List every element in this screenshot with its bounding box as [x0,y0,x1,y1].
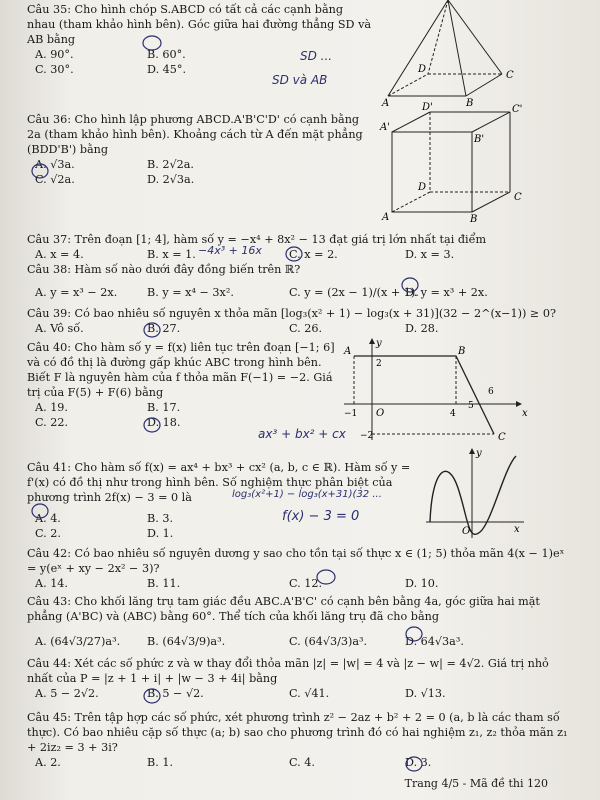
label-c: C [506,70,514,81]
option-b[interactable]: B. 11. [147,577,181,590]
option-d[interactable]: D. 64√3a³. [405,635,464,648]
label-d-prime: D' [422,102,433,113]
option-a[interactable]: A. 90°. [35,48,74,61]
option-c[interactable]: C. 30°. [35,63,74,76]
label-origin: O [462,526,471,537]
option-c[interactable]: C. √41. [289,687,330,700]
option-b[interactable]: B. 5 − √2. [147,687,204,700]
mark-circle-43 [406,627,422,641]
question-45-text: Câu 45: Trên tập hợp các số phức, xét phương trình z² − 2az + b² + 2 = 0 (a, b là các tham số thực). Có bao nhiêu cặp số thực (a; b) sao cho phương trình đó có hai nghiệm z₁, z₂ thỏa mãn z₁ + 2iz₂ = 3 + 3i? [27,711,568,754]
option-a[interactable]: A. 2. [35,756,61,769]
tick-2: 2 [376,359,382,369]
label-d: D [418,64,427,75]
handwritten-note-37: −4x³ + 16x [198,244,262,257]
option-c[interactable]: C. 4. [289,756,315,769]
axis-x-label: x [514,524,520,535]
label-b: B [466,98,474,109]
question-37-text: Câu 37: Trên đoạn [1; 4], hàm số y = −x⁴ + 8x² − 13 đạt giá trị lớn nhất tại điểm [27,233,487,246]
mark-circle-38 [402,278,418,292]
option-d[interactable]: D. 45°. [147,63,187,76]
tick-minus-2: −2 [360,431,374,441]
option-b[interactable]: B. (64√3/9)a³. [147,635,226,648]
page-footer: Trang 4/5 - Mã đề thi 120 [404,777,548,791]
mark-circle-39 [144,323,160,337]
mark-circle-45 [406,757,422,771]
option-a[interactable]: A. 4. [35,512,61,525]
option-c[interactable]: C. y = (2x − 1)/(x + 1). [289,286,419,299]
mark-circle-37 [286,247,302,261]
option-c[interactable]: C. 26. [289,322,323,335]
question-39-text: Câu 39: Có bao nhiêu số nguyên x thỏa mãn [log₃(x² + 1) − log₃(x + 31)](32 − 2^(x−1)) ≥ 0? [27,307,556,320]
tick-4: 4 [450,409,456,419]
handwritten-note-41a: log₃(x²+1) − log₃(x+31)(32 ... [232,489,382,500]
option-a[interactable]: A. 5 − 2√2. [35,687,99,700]
axis-y-label: y [376,338,382,349]
question-35-text: Câu 35: Cho hình chóp S.ABCD có tất cả các cạnh bằng nhau (tham khảo hình bên). Góc giữa hai đường thẳng SD và AB bằng [27,3,372,46]
option-d[interactable]: D. 3. [405,756,432,769]
handwritten-note-35b: SD và AB [272,73,328,87]
label-b: B [458,346,466,357]
option-b[interactable]: B. x = 1. [147,248,196,261]
option-b[interactable]: B. 3. [147,512,174,525]
option-d[interactable]: D. y = x³ + 2x. [405,286,488,299]
option-a[interactable]: A. y = x³ − 2x. [35,286,118,299]
option-c[interactable]: C. (64√3/3)a³. [289,635,368,648]
label-b-prime: B' [474,134,485,145]
option-a[interactable]: A. Vô số. [35,322,84,335]
option-d[interactable]: D. √13. [405,687,446,700]
question-43-text: Câu 43: Cho khối lăng trụ tam giác đều ABC.A'B'C' có cạnh bên bằng 4a, góc giữa hai mặt phẳng (A'BC) và (ABC) bằng 60°. Thể tích của khối lăng trụ đã cho bằng [27,595,540,623]
option-b[interactable]: B. 60°. [147,48,186,61]
option-c[interactable]: C. √2a. [35,173,75,186]
mark-circle-42 [317,570,335,584]
option-a[interactable]: A. (64√3/27)a³. [35,635,121,648]
option-c[interactable]: C. 12. [289,577,323,590]
option-b[interactable]: B. 2√2a. [147,158,194,171]
question-41-text: Câu 41: Cho hàm số f(x) = ax⁴ + bx³ + cx² (a, b, c ∈ ℝ). Hàm số y = f'(x) có đồ thị như trong hình bên. Số nghiệm thực phân biệt của phương trình 2f(x) − 3 = 0 là [27,461,411,504]
label-c: C [514,192,522,203]
question-40-text: Câu 40: Cho hàm số y = f(x) liên tục trên đoạn [−1; 6] và có đồ thị là đường gấp khúc ABC trong hình bên. Biết F là nguyên hàm của f thỏa mãn F(−1) = −2. Giá trị của F(5) + F(6) bằng [27,341,335,399]
option-d[interactable]: D. 1. [147,527,174,540]
option-b[interactable]: B. 27. [147,322,181,335]
option-d[interactable]: D. 2√3a. [147,173,195,186]
label-b: B [470,214,478,225]
question-38-text: Câu 38: Hàm số nào dưới đây đồng biến trên ℝ? [27,263,301,276]
option-b[interactable]: B. y = x⁴ − 3x². [147,286,234,299]
tick-5: 5 [468,401,474,411]
tick-minus-1: −1 [344,409,358,419]
label-d: D [418,182,427,193]
option-a[interactable]: A. 14. [35,577,68,590]
label-a: A [344,346,352,357]
option-a[interactable]: A. √3a. [35,158,75,171]
option-d[interactable]: D. x = 3. [405,248,455,261]
option-b[interactable]: B. 17. [147,401,181,414]
mark-circle-35 [143,36,161,50]
mark-circle-44 [144,689,160,703]
option-c[interactable]: C. 2. [35,527,61,540]
mark-circle-40 [144,418,160,432]
mark-circle-41 [32,504,48,518]
option-d[interactable]: D. 18. [147,416,181,429]
option-a[interactable]: A. 19. [35,401,68,414]
handwritten-note-35a: SD ... [300,49,333,63]
label-origin: O [376,408,385,419]
mark-circle-36 [32,164,48,178]
label-a: A [382,212,390,223]
option-c[interactable]: C. 22. [35,416,69,429]
question-36-text: Câu 36: Cho hình lập phương ABCD.A'B'C'D' có cạnh bằng 2a (tham khảo hình bên). Khoảng cách từ A đến mặt phẳng (BDD'B') bằng [27,113,363,156]
question-42-text: Câu 42: Có bao nhiêu số nguyên dương y sao cho tồn tại số thực x ∈ (1; 5) thỏa mãn 4(x − 1)eˣ = y(eˣ + xy − 2x² − 3)? [27,547,565,575]
tick-6: 6 [488,387,494,397]
axis-x-label: x [522,408,528,419]
option-d[interactable]: D. 10. [405,577,439,590]
label-c-prime: C' [512,104,523,115]
axis-y-label: y [476,448,482,459]
question-44-text: Câu 44: Xét các số phức z và w thay đổi thỏa mãn |z| = |w| = 4 và |z − w| = 4√2. Giá trị nhỏ nhất của P = |z + 1 + i| + |w − 3 + 4i| bằng [27,657,549,685]
handwritten-note-40: ax³ + bx² + cx [258,427,346,441]
label-a-prime: A' [380,122,390,133]
option-b[interactable]: B. 1. [147,756,174,769]
option-a[interactable]: A. x = 4. [35,248,84,261]
label-c: C [498,432,506,443]
label-a: A [382,98,390,109]
handwritten-note-41b: f(x) − 3 = 0 [282,509,360,524]
option-c[interactable]: C. x = 2. [289,248,338,261]
option-d[interactable]: D. 28. [405,322,439,335]
